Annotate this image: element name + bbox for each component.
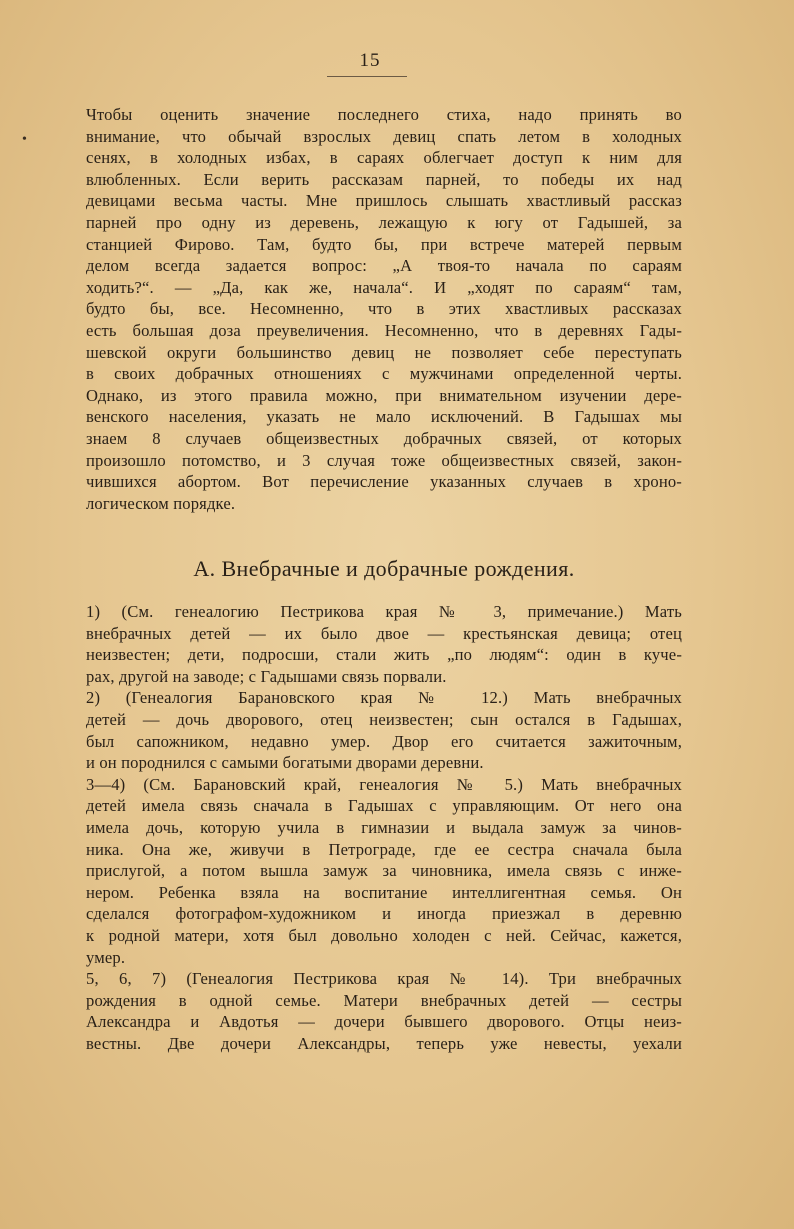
text-line: рождения в одной семье. Матери внебрачных детей — сестры: [86, 990, 682, 1010]
text-line: есть большая доза преувеличения. Несомненно, что в деревнях Гады-: [86, 320, 682, 340]
text-line: 3—4) (См. Барановский край, генеалогия № 5.) Мать внебрачных: [86, 774, 682, 794]
text-line: девицами весьма часты. Мне пришлось слышать хвастливый рассказ: [86, 191, 682, 211]
text-line: логическом порядке.: [86, 493, 236, 513]
text-line: будто бы, все. Несомненно, что в этих хвастливых рассказах: [86, 299, 682, 319]
text-line: шевской округи большинство девиц не позволяет себе переступать: [86, 342, 682, 362]
text-line: вестны. Две дочери Александры, теперь уже невесты, уехали: [86, 1033, 682, 1053]
text-line: ника. Она же, живучи в Петрограде, где ее сестра сначала была: [86, 839, 682, 859]
text-line: Однако, из этого правила можно, при внимательном изучении дере-: [86, 385, 682, 405]
text-line: нером. Ребенка взяла на воспитание интеллигентная семья. Он: [86, 882, 682, 902]
text-line: произошло потомство, и 3 случая тоже общеизвестных связей, закон-: [86, 450, 682, 470]
text-line: влюбленных. Если верить рассказам парней, то победы их над: [86, 169, 682, 189]
text-line: парней про одну из деревень, лежащую к югу от Гадышей, за: [86, 212, 682, 232]
section-heading: А. Внебрачные и добрачные рождения.: [193, 556, 575, 581]
paragraph-intro: [86, 104, 682, 514]
text-line: рах, другой на заводе; с Гадышами связь порвали.: [86, 666, 447, 686]
text-line: делом всегда задается вопрос: „А твоя-то начала по сараям: [86, 256, 682, 276]
text-line: детей — дочь дворового, отец неизвестен; сын остался в Гадышах,: [86, 709, 682, 729]
text-line: умер.: [86, 947, 126, 967]
text-line: венского населения, указать не мало исключений. В Гадышах мы: [86, 407, 682, 427]
text-line: в своих добрачных отношениях с мужчинами определенной черты.: [86, 364, 682, 384]
text-line: внимание, что обычай взрослых девиц спать летом в холодных: [86, 126, 682, 146]
text-line: 2) (Генеалогия Барановского края № 12.) Мать внебрачных: [86, 688, 682, 708]
text-line: станцией Фирово. Там, будто бы, при встрече матерей первым: [86, 234, 682, 254]
text-line: Чтобы оценить значение последнего стиха, надо принять во: [86, 105, 682, 124]
text-line: 1) (См. генеалогию Пестрикова края № 3, примечание.) Мать: [86, 602, 682, 621]
text-line: Александра и Авдотья — дочери бывшего дворового. Отцы неиз-: [86, 1012, 682, 1032]
text-line: имела дочь, которую учила в гимназии и выдала замуж за чинов-: [86, 817, 682, 837]
text-line: прислугой, а потом вышла замуж за чиновника, имела связь с инже-: [86, 861, 682, 881]
text-line: внебрачных детей — их было двое — крестьянская девица; отец: [86, 623, 682, 643]
text-line: и он породнился с самыми богатыми дворами деревни.: [86, 753, 484, 773]
page-number: 15: [359, 50, 381, 71]
text-line: знаем 8 случаев общеизвестных добрачных связей, от которых: [86, 428, 682, 448]
text-line: ходить?“. — „Да, как же, начала“. И „ходят по сараям“ там,: [86, 277, 682, 297]
entries-block: [86, 601, 682, 1054]
text-line: сделался фотографом-художником и иногда приезжал в деревню: [86, 904, 682, 924]
text-line: чившихся абортом. Вот перечисление указанных случаев в хроно-: [86, 472, 682, 492]
page-number-rule: [327, 76, 407, 77]
text-line: к родной матери, хотя был довольно холоден с ней. Сейчас, кажется,: [86, 925, 682, 945]
text-line: детей имела связь сначала в Гадышах с управляющим. От него она: [86, 796, 682, 816]
text-line: 5, 6, 7) (Генеалогия Пестрикова края № 14). Три внебрачных: [86, 969, 682, 989]
text-line: неизвестен; дети, подросши, стали жить „по людям“: один в куче-: [86, 645, 682, 665]
margin-mark: •: [22, 132, 27, 147]
text-line: сенях, в холодных избах, в сараях облегчает доступ к ним для: [86, 148, 682, 168]
text-line: был сапожником, недавно умер. Двор его считается зажиточным,: [86, 731, 682, 751]
